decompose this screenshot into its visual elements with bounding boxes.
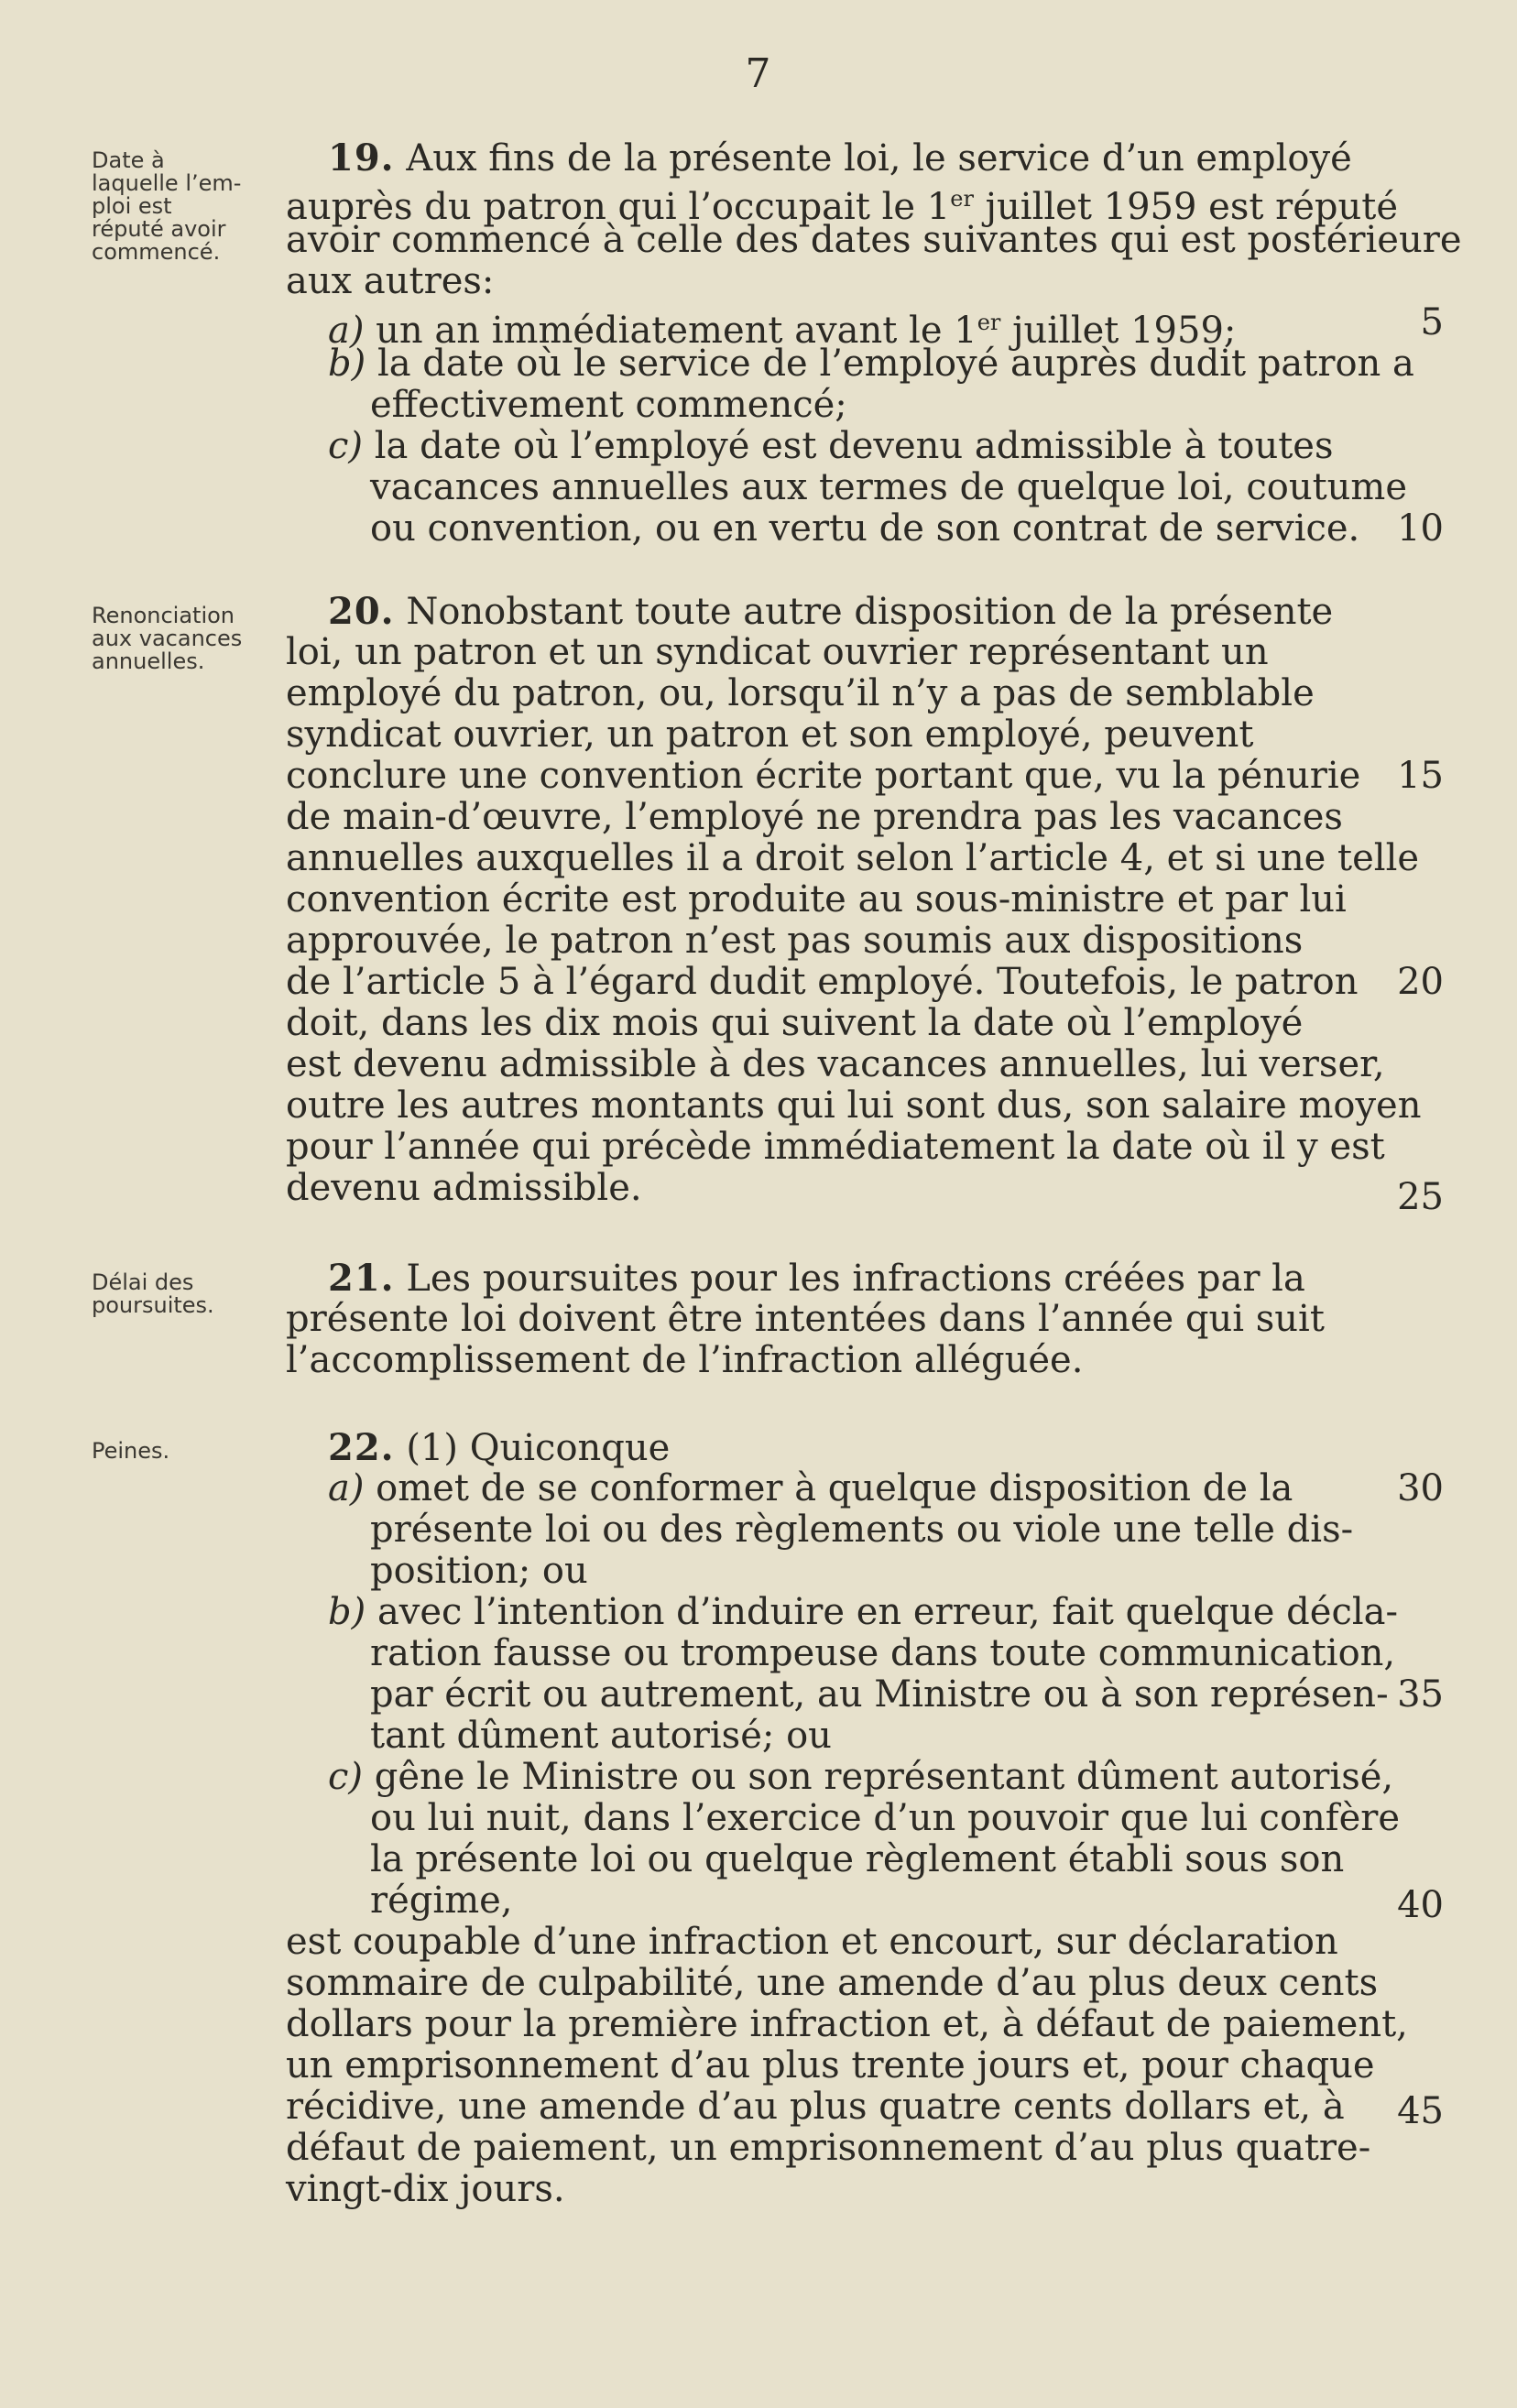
margin-note-line: Renonciation bbox=[92, 603, 235, 628]
section-20-line: outre les autres montants qui lui sont dus, son salaire moyen bbox=[286, 1084, 1422, 1127]
section-22-line-1 bbox=[328, 1427, 1381, 1468]
section-number: 22. bbox=[328, 1426, 395, 1469]
section-22-tail-line: dollars pour la première infraction et, à défaut de paiement, bbox=[286, 2003, 1408, 2045]
margin-note-line: Date à bbox=[92, 147, 165, 173]
item-label: c) bbox=[328, 425, 364, 467]
text-run: la date où le service de l’employé auprès dudit patron a bbox=[377, 343, 1414, 385]
section-22-item-a-cont: présente loi ou des règlements ou viole une telle dis- bbox=[370, 1509, 1354, 1551]
section-20-line: employé du patron, ou, lorsqu’il n’y a pas de semblable bbox=[286, 672, 1315, 714]
line-number: 30 bbox=[1397, 1467, 1444, 1509]
section-20-line-1 bbox=[328, 591, 1381, 632]
section-text: (1) Quiconque bbox=[406, 1427, 671, 1469]
text-run: omet de se conformer à quelque disposition de la bbox=[376, 1467, 1293, 1509]
text-run: juillet 1959 est réputé bbox=[973, 186, 1399, 228]
section-22-item-b-cont: ration fausse ou trompeuse dans toute communication, bbox=[370, 1632, 1396, 1674]
section-20-line: annuelles auxquelles il a droit selon l’article 4, et si une telle bbox=[286, 837, 1420, 879]
section-text: Aux fins de la présente loi, le service d’un employé bbox=[406, 137, 1352, 180]
section-text: Les poursuites pour les infractions créées par la bbox=[406, 1258, 1305, 1300]
section-21-line: présente loi doivent être intentées dans l’année qui suit bbox=[286, 1298, 1325, 1340]
section-22-item-c bbox=[328, 1756, 1394, 1798]
section-22-tail-line: sommaire de culpabilité, une amende d’au plus deux cents bbox=[286, 1962, 1379, 2004]
text-run: auprès du patron qui l’occupait le 1 bbox=[286, 186, 951, 228]
section-20-line: est devenu admissible à des vacances annuelles, lui verser, bbox=[286, 1043, 1385, 1085]
section-number: 20. bbox=[328, 590, 395, 633]
section-22-item-b-cont: par écrit ou autrement, au Ministre ou à son représen- bbox=[370, 1673, 1389, 1716]
superscript: er bbox=[950, 186, 974, 212]
line-number: 35 bbox=[1397, 1673, 1444, 1716]
section-22-tail-line: défaut de paiement, un emprisonnement d’au plus quatre- bbox=[286, 2127, 1371, 2169]
line-number: 15 bbox=[1397, 755, 1444, 797]
section-19-item-c-cont-1: vacances annuelles aux termes de quelque loi, coutume bbox=[370, 466, 1408, 508]
section-21-line: l’accomplissement de l’infraction alléguée. bbox=[286, 1339, 1084, 1381]
text-run: gêne le Ministre ou son représentant dûment autorisé, bbox=[374, 1756, 1394, 1798]
section-20-line: devenu admissible. bbox=[286, 1167, 642, 1209]
text-run: avec l’intention d’induire en erreur, fait quelque décla- bbox=[377, 1591, 1399, 1633]
section-19-line-3: avoir commencé à celle des dates suivantes qui est postérieure bbox=[286, 219, 1462, 261]
margin-note-line: réputé avoir bbox=[92, 216, 226, 242]
line-number: 40 bbox=[1397, 1884, 1444, 1926]
section-20-line: pour l’année qui précède immédiatement la date où il y est bbox=[286, 1126, 1385, 1168]
line-number: 10 bbox=[1397, 507, 1444, 550]
item-label: b) bbox=[328, 1591, 366, 1633]
margin-note-line: commencé. bbox=[92, 239, 221, 265]
section-22-tail-line: récidive, une amende d’au plus quatre cents dollars et, à bbox=[286, 2086, 1345, 2128]
section-number: 19. bbox=[328, 136, 395, 180]
section-20-line: convention écrite est produite au sous-ministre et par lui bbox=[286, 878, 1347, 921]
item-label: b) bbox=[328, 343, 366, 385]
text-run: la date où l’employé est devenu admissible à toutes bbox=[374, 425, 1334, 467]
section-19-line-4: aux autres: bbox=[286, 260, 495, 302]
section-19-line-2 bbox=[286, 179, 1399, 228]
section-19-item-a bbox=[328, 302, 1381, 352]
margin-note-line: annuelles. bbox=[92, 648, 205, 674]
section-22-tail-line: vingt-dix jours. bbox=[286, 2168, 565, 2210]
section-20-line: syndicat ouvrier, un patron et son employé, peuvent bbox=[286, 714, 1254, 756]
section-19-item-b bbox=[328, 343, 1414, 385]
section-19-item-c-cont-2: ou convention, ou en vertu de son contrat de service. bbox=[370, 507, 1360, 550]
margin-note-line: laquelle l’em- bbox=[92, 170, 242, 196]
margin-note-line: poursuites. bbox=[92, 1292, 214, 1318]
page-number: 7 bbox=[745, 50, 772, 97]
section-22-item-b bbox=[328, 1591, 1399, 1633]
section-22-item-c-cont: ou lui nuit, dans l’exercice d’un pouvoir que lui confère bbox=[370, 1797, 1401, 1839]
item-label: a) bbox=[328, 1467, 365, 1509]
superscript: er bbox=[977, 310, 1001, 335]
line-number: 20 bbox=[1397, 961, 1444, 1003]
section-20-line: approuvée, le patron n’est pas soumis aux dispositions bbox=[286, 920, 1304, 962]
margin-note-line: ploi est bbox=[92, 193, 172, 219]
section-22-item-b-cont: tant dûment autorisé; ou bbox=[370, 1715, 832, 1757]
section-22-tail-line: est coupable d’une infraction et encourt, sur déclaration bbox=[286, 1921, 1338, 1963]
section-20-line: doit, dans les dix mois qui suivent la date où l’employé bbox=[286, 1002, 1304, 1044]
section-number: 21. bbox=[328, 1257, 395, 1300]
section-20-line: de l’article 5 à l’égard dudit employé. Toutefois, le patron bbox=[286, 961, 1359, 1003]
section-19-item-c bbox=[328, 426, 1381, 467]
margin-note-line: Délai des bbox=[92, 1269, 194, 1295]
section-21-line-1 bbox=[328, 1258, 1381, 1299]
text-run: juillet 1959; bbox=[1000, 310, 1237, 352]
margin-note-line: Peines. bbox=[92, 1438, 170, 1464]
section-20-line: de main-d’œuvre, l’employé ne prendra pas les vacances bbox=[286, 796, 1343, 838]
section-22-tail-line: un emprisonnement d’au plus trente jours et, pour chaque bbox=[286, 2044, 1375, 2087]
section-20-line: loi, un patron et un syndicat ouvrier représentant un bbox=[286, 631, 1269, 673]
line-number: 25 bbox=[1397, 1176, 1444, 1218]
item-label: a) bbox=[328, 310, 365, 352]
section-19-item-b-cont: effectivement commencé; bbox=[370, 384, 847, 426]
section-22-item-a bbox=[328, 1468, 1381, 1509]
section-22-item-a-cont: position; ou bbox=[370, 1550, 588, 1592]
text-run: un an immédiatement avant le 1 bbox=[376, 310, 977, 352]
section-22-item-c-cont: régime, bbox=[370, 1880, 513, 1922]
line-number: 45 bbox=[1397, 2090, 1444, 2132]
section-text: Nonobstant toute autre disposition de la présente bbox=[406, 591, 1334, 633]
section-19-line-1 bbox=[328, 137, 1381, 179]
section-20-line: conclure une convention écrite portant que, vu la pénurie bbox=[286, 755, 1361, 797]
item-label: c) bbox=[328, 1756, 364, 1798]
margin-note-line: aux vacances bbox=[92, 626, 243, 651]
line-number: 5 bbox=[1420, 301, 1444, 343]
section-22-item-c-cont: la présente loi ou quelque règlement établi sous son bbox=[370, 1838, 1345, 1880]
